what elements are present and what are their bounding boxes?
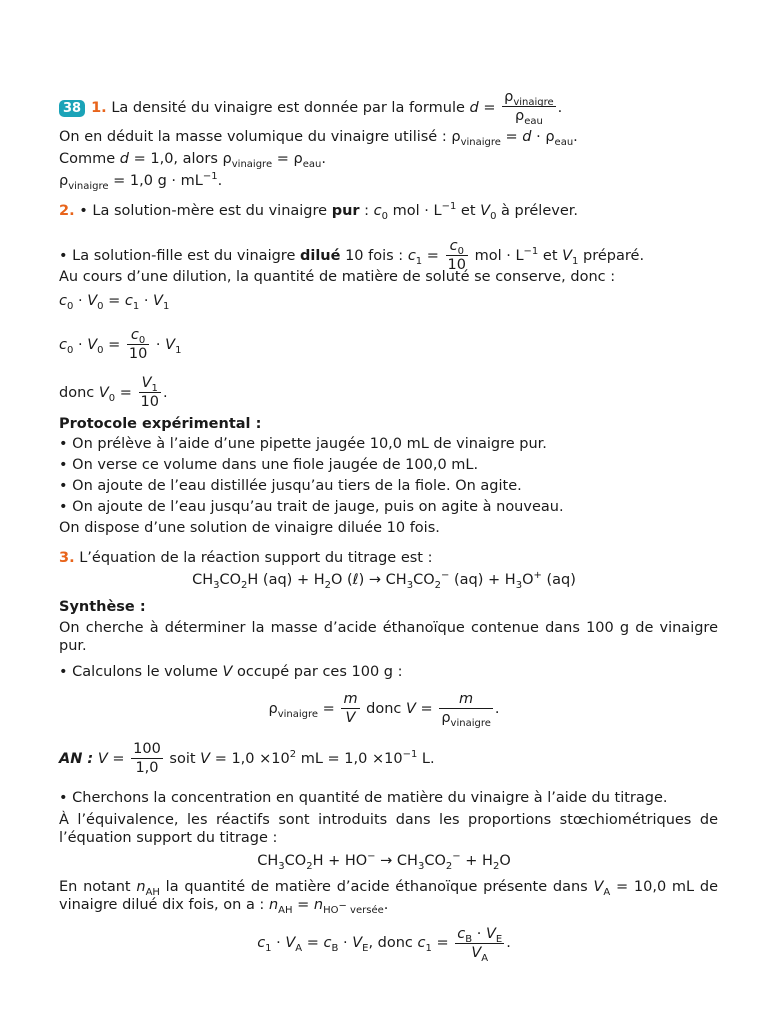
exercise-badge: 38 (59, 100, 85, 117)
mere-bold: pur (331, 203, 360, 219)
notant-text: En notant $n_{AH}$ la quantité de matière d’acide éthanoïque présente dans $V_A = 10,0$ mL de vinaigre dilué dix fois, on a : $n_{AH} = n_{HO^- versée}$. (59, 879, 718, 916)
fille-post: 10 fois : (345, 248, 404, 264)
protocole-item: • On ajoute de l’eau jusqu’au trait de jauge, puis on agite à nouveau. (59, 499, 564, 515)
part3-intro-line (59, 549, 432, 567)
part1-comme: Comme d = 1,0, alors $\rho_{vinaigre} = \rho_{eau}$. (59, 151, 326, 170)
part1-intro-text: La densité du vinaigre est donnée par la formule (111, 100, 465, 116)
dispose-text: On dispose d’une solution de vinaigre diluée 10 fois. (59, 520, 440, 536)
synthese-title-text: Synthèse : (59, 599, 146, 615)
cherchons-text: • Cherchons la concentration en quantité de matière du vinaigre à l’aide du titrage. (59, 790, 668, 806)
mere-text: • La solution-mère est du vinaigre (79, 203, 328, 219)
volume-formula: $\rho_{vinaigre}$ = $\frac{m}{V}$ donc V = $\frac{m}{\rho_{vinaigre}}$ . (268, 691, 500, 729)
synthese-text: On cherche à déterminer la masse d’acide éthanoïque contenue dans 100 g de vinaigre pur. (59, 620, 718, 654)
protocole-item: • On prélève à l’aide d’une pipette jaugée 10,0 mL de vinaigre pur. (59, 436, 547, 452)
concentration-formula: $c_1 \cdot V_A = c_B \cdot V_E$, donc $c_1$ = $\frac{c_B \cdot V_E}{V_A}$ . (257, 926, 511, 964)
fille-bold: dilué (299, 248, 341, 264)
part1-deduction (59, 128, 578, 146)
part1-deduction-text: On en déduit la masse volumique du vinaigre utilisé : (59, 129, 447, 145)
part3-number: 3. (59, 550, 75, 566)
an-line: AN : V = $\frac{100}{1,0}$ soit $V = 1,0 \times 10^2$ mL = $1,0 \times 10^{-1}$ L. (59, 741, 435, 776)
equation-v0: donc $V_0$ = $\frac{V_1}{10}$ . (59, 375, 168, 410)
calc-volume-text: • Calculons le volume V occupé par ces 100 g : (59, 664, 403, 680)
reaction-equation-1: $CH_3CO_2H$ $(aq) + H_2O$ (ℓ) → $CH_3CO_2^-$ $(aq) + H_3O^+$ (aq) (192, 570, 576, 591)
density-formula: d = $\frac{\rho_{vinaigre}}{\rho_{eau}}$ . (469, 89, 563, 127)
conserve-text: Au cours d’une dilution, la quantité de matière de soluté se conserve, donc : (59, 269, 616, 285)
part1-number: 1. (91, 100, 107, 116)
equation-c0v0-frac: $c_0 \cdot V_0$ = $\frac{c_0}{10}$ · $V_1$ (59, 327, 182, 362)
synthese-title (59, 598, 146, 616)
protocole-title-text: Protocole expérimental : (59, 416, 262, 432)
part2-number: 2. (59, 203, 75, 219)
protocole-item: • On ajoute de l’eau distillée jusqu’au tiers de la fiole. On agite. (59, 478, 522, 494)
equivalence-text: À l’équivalence, les réactifs sont introduits dans les proportions stœchiométriques de l’équation support du titrage : (59, 812, 718, 846)
equation-c0v0: $c_0 \cdot V_0 = c_1 \cdot V_1$ (59, 293, 170, 312)
rho-formula: $\rho_{vinaigre} = d \cdot \rho_{eau}$. (451, 129, 578, 148)
part1-result: $\rho_{vinaigre} = 1,0$ $g \cdot mL^{-1}$. (59, 171, 223, 192)
part2-mere-line: 2. • La solution-mère est du vinaigre pur : $c_0$ mol · $L^{-1}$ et $V_0$ à prélever. (59, 201, 578, 222)
protocole-title (59, 415, 261, 433)
part2-fille-line: • La solution-fille est du vinaigre dilué 10 fois : $c_1$ = $\frac{c_0}{10}$ mol · $L^{-1}$ et $V_1$ préparé. (59, 238, 645, 273)
part3-intro-text: L’équation de la réaction support du titrage est : (79, 550, 433, 566)
an-label: AN : (59, 751, 94, 767)
part1-intro-line (59, 88, 562, 125)
reaction-equation-2: $CH_3CO_2H + HO^- \to CH_3CO_2^- + H_2O$ (257, 851, 511, 872)
fille-text: • La solution-fille est du vinaigre (59, 248, 296, 264)
protocole-item: • On verse ce volume dans une fiole jaugée de 100,0 mL. (59, 457, 479, 473)
